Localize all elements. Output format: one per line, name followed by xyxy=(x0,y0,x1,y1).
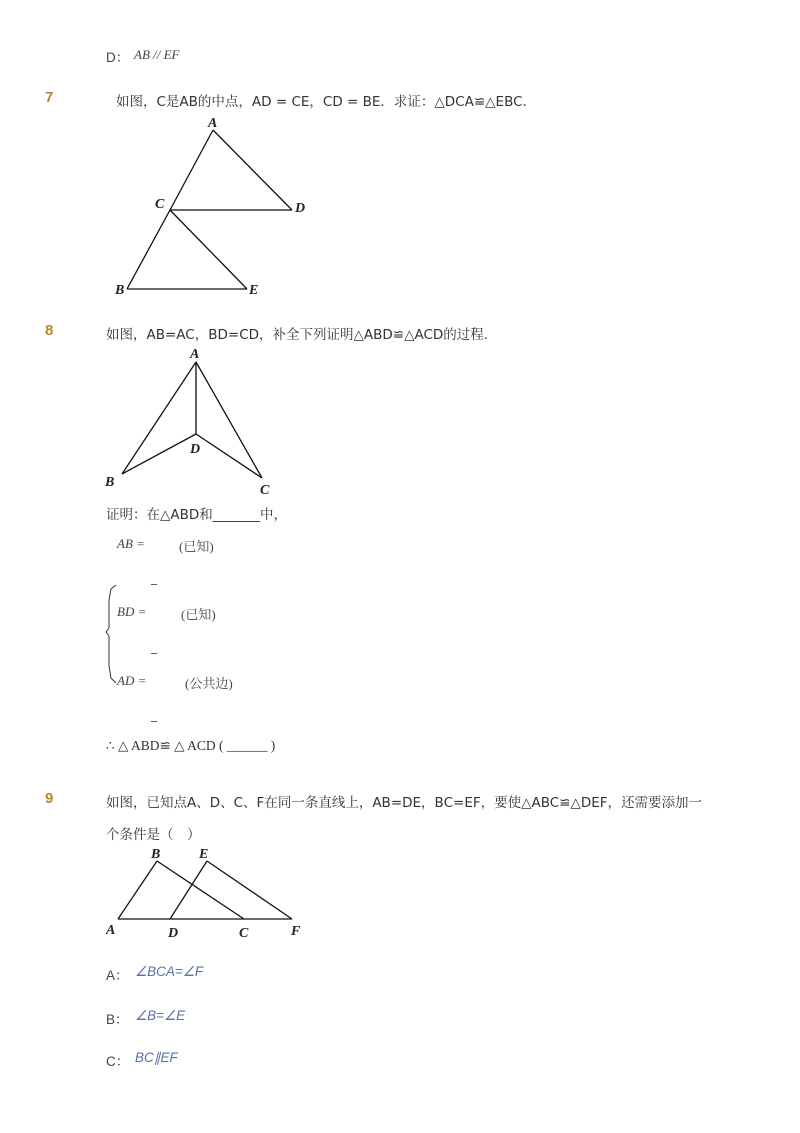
option-c-label: C： xyxy=(106,1054,130,1069)
proof-intro: 证明：在△ABD和_______中， xyxy=(106,507,288,523)
proof-line-2-lhs: BD = xyxy=(117,604,147,619)
q8-point-label-b: B xyxy=(105,475,115,490)
proof-blank-3: _ xyxy=(151,708,157,722)
q9-point-label-c: C xyxy=(239,926,249,941)
q9-point-label-b: B xyxy=(151,847,161,862)
q9-point-label-d: D xyxy=(168,926,179,941)
question-7-stem: 如图，C是AB的中点，AD = CE，CD = BE．求证：△DCA≌△EBC． xyxy=(116,94,537,110)
question-number-9: 9 xyxy=(45,790,54,807)
q9-point-label-a: A xyxy=(106,923,116,938)
option-c-text: BC∥EF xyxy=(135,1050,178,1065)
q7-point-label-d: D xyxy=(295,201,306,216)
q8-point-label-c: C xyxy=(260,483,270,498)
option-d-label: D： xyxy=(106,50,130,65)
proof-conclusion: ∴ △ ABD≌ △ ACD ( ______ ) xyxy=(106,738,276,753)
proof-blank-2: _ xyxy=(151,640,157,654)
proof-line-1-reason: (已知) xyxy=(179,539,214,554)
segment-bc xyxy=(157,861,244,919)
option-b-text: ∠B=∠E xyxy=(135,1008,186,1023)
option-a-label: A： xyxy=(106,968,129,983)
question-8-stem: 如图，AB=AC，BD=CD，补全下列证明△ABD≌△ACD的过程． xyxy=(106,327,498,343)
question-9-stem-line-2: 个条件是（ ） xyxy=(106,827,201,843)
q7-point-label-a: A xyxy=(208,116,218,131)
q7-point-label-b: B xyxy=(115,283,125,298)
proof-line-3-lhs: AD = xyxy=(117,673,147,688)
option-b-label: B： xyxy=(106,1012,129,1027)
question-number-7: 7 xyxy=(45,89,54,106)
proof-line-1-lhs: AB = xyxy=(117,536,145,551)
q8-point-label-a: A xyxy=(190,347,200,362)
q7-point-label-e: E xyxy=(249,283,259,298)
proof-blank-1: _ xyxy=(151,571,157,585)
option-d-text: AB // EF xyxy=(134,47,180,62)
q8-point-label-d: D xyxy=(190,442,201,457)
segment-ef xyxy=(207,861,292,919)
proof-line-3-reason: (公共边) xyxy=(185,676,233,691)
q9-point-label-e: E xyxy=(199,847,209,862)
option-a-text: ∠BCA=∠F xyxy=(135,964,204,979)
q7-point-label-c: C xyxy=(155,197,165,212)
question-9-stem-line-1: 如图，已知点A、D、C、F在同一条直线上，AB=DE，BC=EF，要使△ABC≌△DEF，还需要添加一 xyxy=(106,795,703,811)
proof-line-2-reason: (已知) xyxy=(181,607,216,622)
q9-point-label-f: F xyxy=(291,924,301,939)
question-number-8: 8 xyxy=(45,322,54,339)
segment-ab xyxy=(118,861,157,919)
